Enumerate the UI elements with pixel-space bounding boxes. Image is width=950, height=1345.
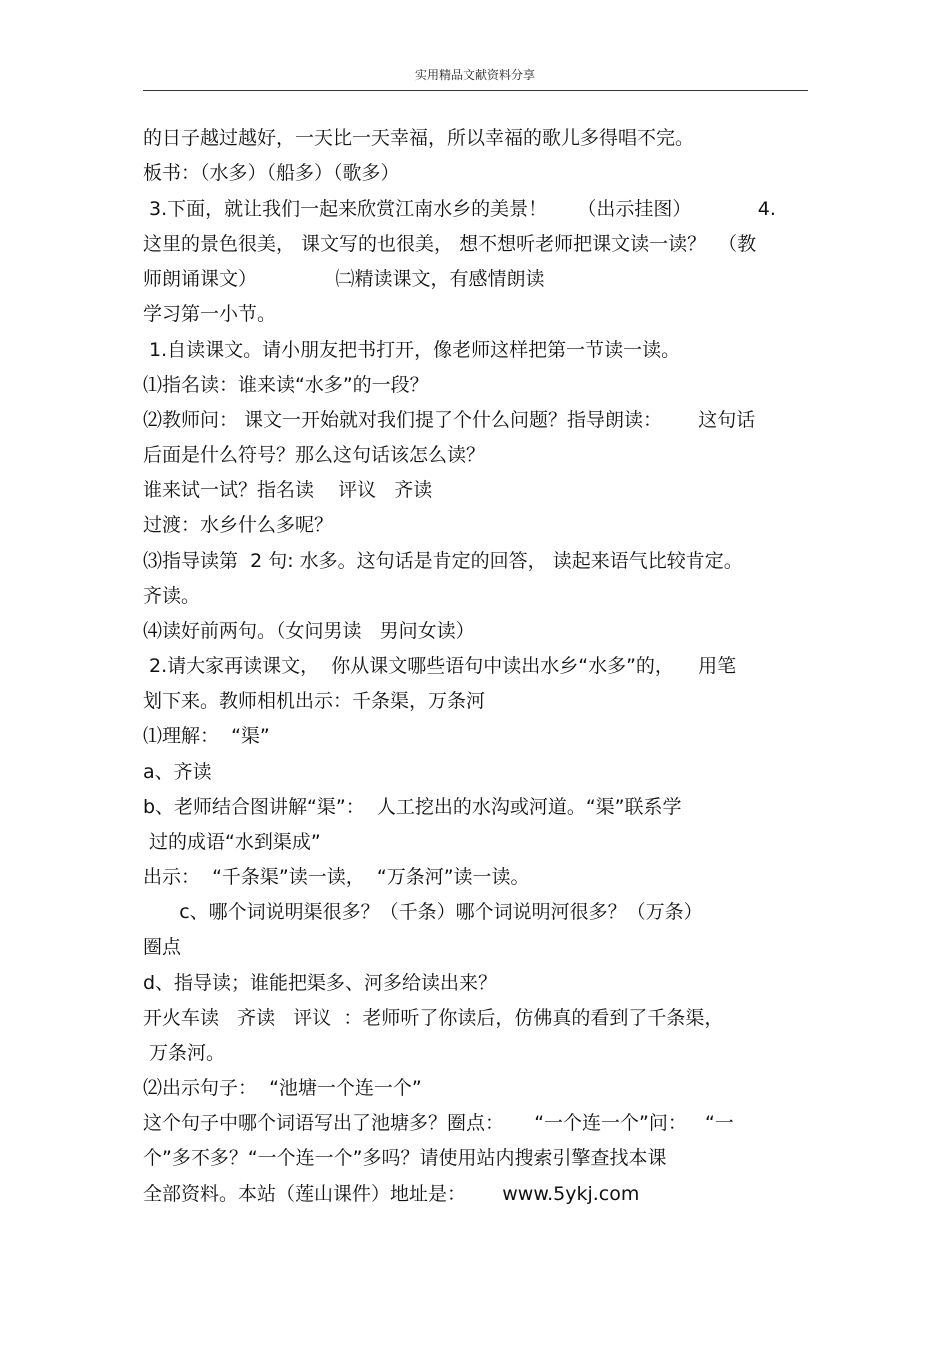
header-rule: [143, 90, 808, 91]
text-line: 板书：（水多）（船多）（歌多）: [143, 162, 400, 184]
text-line: ⑴指名读：谁来读“水多”的一段？: [143, 374, 429, 396]
text-line: b、老师结合图讲解“渠”： 人工挖出的水沟或河道。“渠”联系学: [143, 796, 682, 818]
text-line: a、齐读: [143, 761, 212, 783]
text-line: 过的成语“水到渠成”: [143, 831, 321, 853]
text-line: ⑴理解： “渠”: [143, 725, 270, 747]
text-line: c、哪个词说明渠很多？（千条）哪个词说明河很多？（万条）: [143, 901, 703, 923]
text-line: 后面是什么符号？那么这句话该怎么读？: [143, 444, 486, 466]
text-line: 划下来。教师相机出示：千条渠，万条河: [143, 690, 486, 712]
text-line: 这个句子中哪个词语写出了池塘多？圈点： “一个连一个”问： “一: [143, 1112, 734, 1134]
text-line: 圈点: [143, 936, 182, 958]
text-line: 个”多不多？“一个连一个”多吗？请使用站内搜索引擎查找本课: [143, 1147, 667, 1169]
text-line: ⑵出示句子： “池塘一个连一个”: [143, 1077, 422, 1099]
text-line: 这里的景色很美， 课文写的也很美， 想不想听老师把课文读一读？ （教: [143, 233, 757, 255]
text-line: 过渡：水乡什么多呢？: [143, 514, 334, 536]
text-line: 谁来试一试？指名读 评议 齐读: [143, 479, 433, 501]
page-header: 实用精品文献资料分享: [414, 68, 535, 82]
text-line: d、指导读；谁能把渠多、河多给读出来？: [143, 972, 498, 994]
text-line: ⑶指导读第 2 句: 水多。这句话是肯定的回答， 读起来语气比较肯定。: [143, 550, 743, 572]
text-line: 开火车读 齐读 评议 ：老师听了你读后，仿佛真的看到了千条渠，: [143, 1007, 724, 1029]
text-line: ⑵教师问： 课文一开始就对我们提了个什么问题？指导朗读： 这句话: [143, 409, 756, 431]
text-line: 3.下面，就让我们一起来欣赏江南水乡的美景！ （出示挂图） 4.: [143, 198, 776, 220]
text-line: 齐读。: [143, 585, 201, 607]
text-line: 出示： “千条渠”读一读， “万条河”读一读。: [143, 866, 530, 888]
text-line: 学习第一小节。: [143, 303, 277, 325]
text-line: 全部资料。本站（莲山课件）地址是： www.5ykj.com: [143, 1183, 640, 1205]
text-line: 2.请大家再读课文， 你从课文哪些语句中读出水乡“水多”的， 用笔: [143, 655, 737, 677]
text-line: 万条河。: [143, 1042, 226, 1064]
text-line: 的日子越过越好，一天比一天幸福，所以幸福的歌儿多得唱不完。: [143, 127, 695, 149]
text-line: ⑷读好前两句。（女问男读 男问女读）: [143, 620, 475, 642]
text-line: 1.自读课文。请小朋友把书打开，像老师这样把第一节读一读。: [143, 339, 681, 361]
text-line: 师朗诵课文） ㈡精读课文，有感情朗读: [143, 268, 545, 290]
